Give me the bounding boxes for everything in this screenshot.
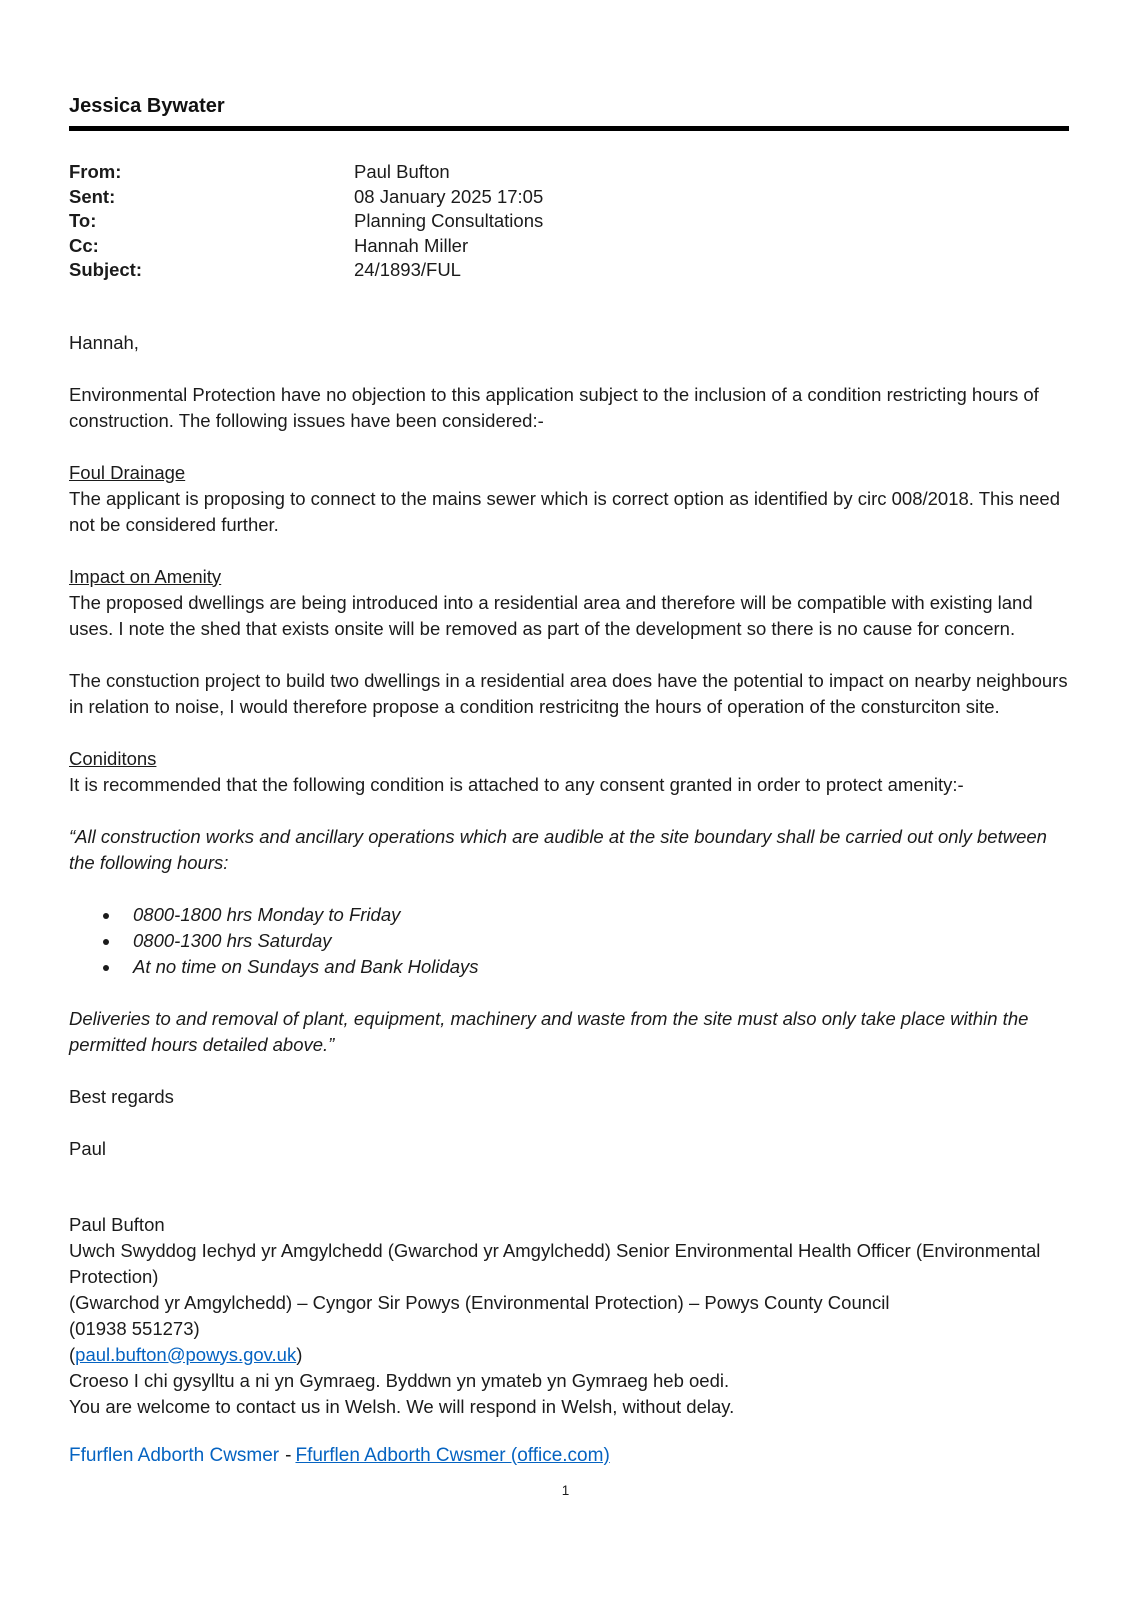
signature-english-line: You are welcome to contact us in Welsh. We will respond in Welsh, without delay. [69,1395,735,1417]
meta-row-sent [69,185,1069,210]
section-heading-foul-drainage: Foul Drainage [69,461,186,483]
signoff-name: Paul [69,1137,107,1159]
greeting: Hannah, [69,331,139,353]
meta-label-cc: Cc: [69,234,99,256]
meta-value-cc: Hannah Miller [354,234,469,256]
footer-link-office[interactable]: Ffurflen Adborth Cwsmer (office.com) [295,1444,610,1466]
section-heading-conditions: Coniditons [69,747,157,769]
signature-title-line: Uwch Swyddog Iechyd yr Amgylchedd (Gwarchod yr Amgylchedd) Senior Environmental Health Officer (Environmental Protection) [69,1239,1041,1287]
footer-link-cwsmer[interactable]: Ffurflen Adborth Cwsmer [69,1444,280,1466]
meta-value-subject: 24/1893/FUL [354,259,461,280]
foul-drainage-paragraph: The applicant is proposing to connect to the mains sewer which is correct option as identified by circ 008/2018. This need not be considered further. [69,487,1060,535]
footer-links [69,1443,1069,1469]
page-number: 1 [561,1483,570,1498]
condition-hours-list [69,902,1069,980]
condition-quote-outro: Deliveries to and removal of plant, equipment, machinery and waste from the site must also only take place within the permitted hours detailed above.” [69,1007,1029,1055]
email-meta-block [69,160,1069,283]
meta-row-from [69,160,1069,185]
condition-quote-intro: “All construction works and ancillary operations which are audible at the site boundary shall be carried out only between the following hours: [69,825,1047,873]
signature-name: Paul Bufton [69,1213,165,1235]
footer-link-separator: - [285,1444,292,1466]
email-link[interactable]: paul.bufton@powys.gov.uk [75,1343,297,1365]
meta-label-sent: Sent: [69,185,116,207]
page-title: Jessica Bywater [69,95,225,117]
intro-paragraph: Environmental Protection have no objection to this application subject to the inclusion of a condition restricting hours of construction. The following issues have been considered:- [69,383,1039,431]
list-item: • 0800-1300 hrs Saturday [121,928,1069,954]
signature-welsh-line: Croeso I chi gysylltu a ni yn Gymraeg. Byddwn yn ymateb yn Gymraeg heb oedi. [69,1369,730,1391]
meta-label-to: To: [69,210,97,231]
email-suffix: ) [296,1343,303,1365]
signature-phone: (01938 551273) [69,1317,200,1339]
list-item: • 0800-1800 hrs Monday to Friday [121,902,1069,928]
meta-value-sent: 08 January 2025 17:05 [354,185,544,207]
conditions-paragraph: It is recommended that the following condition is attached to any consent granted in order to protect amenity:- [69,773,964,795]
meta-row-cc [69,234,1069,259]
signature-block [69,1212,1069,1420]
meta-row-subject [69,258,1069,283]
signature-email-line [69,1342,1069,1368]
meta-value-from: Paul Bufton [354,161,450,182]
meta-value-to: Planning Consultations [354,210,544,231]
meta-row-to [69,209,1069,234]
impact-on-amenity-paragraph: The proposed dwellings are being introduced into a residential area and therefore will be compatible with existing land uses. I note the shed that exists onsite will be removed as part of the development so there is no cause for concern. [69,591,1033,639]
list-item: • At no time on Sundays and Bank Holidays [121,954,1069,980]
signature-org-line: (Gwarchod yr Amgylchedd) – Cyngor Sir Powys (Environmental Protection) – Powys County Council [69,1291,890,1313]
meta-label-from: From: [69,161,122,182]
closing-line: Best regards [69,1085,174,1107]
section-heading-impact-on-amenity: Impact on Amenity [69,565,222,587]
construction-impact-paragraph: The constuction project to build two dwellings in a residential area does have the potential to impact on nearby neighbours in relation to noise, I would therefore propose a condition restricitng the hours of operation of the consturciton site. [69,669,1068,717]
email-prefix: ( [69,1343,76,1365]
meta-label-subject: Subject: [69,259,142,280]
doc-header [69,93,1069,131]
email-body [69,330,1069,1469]
